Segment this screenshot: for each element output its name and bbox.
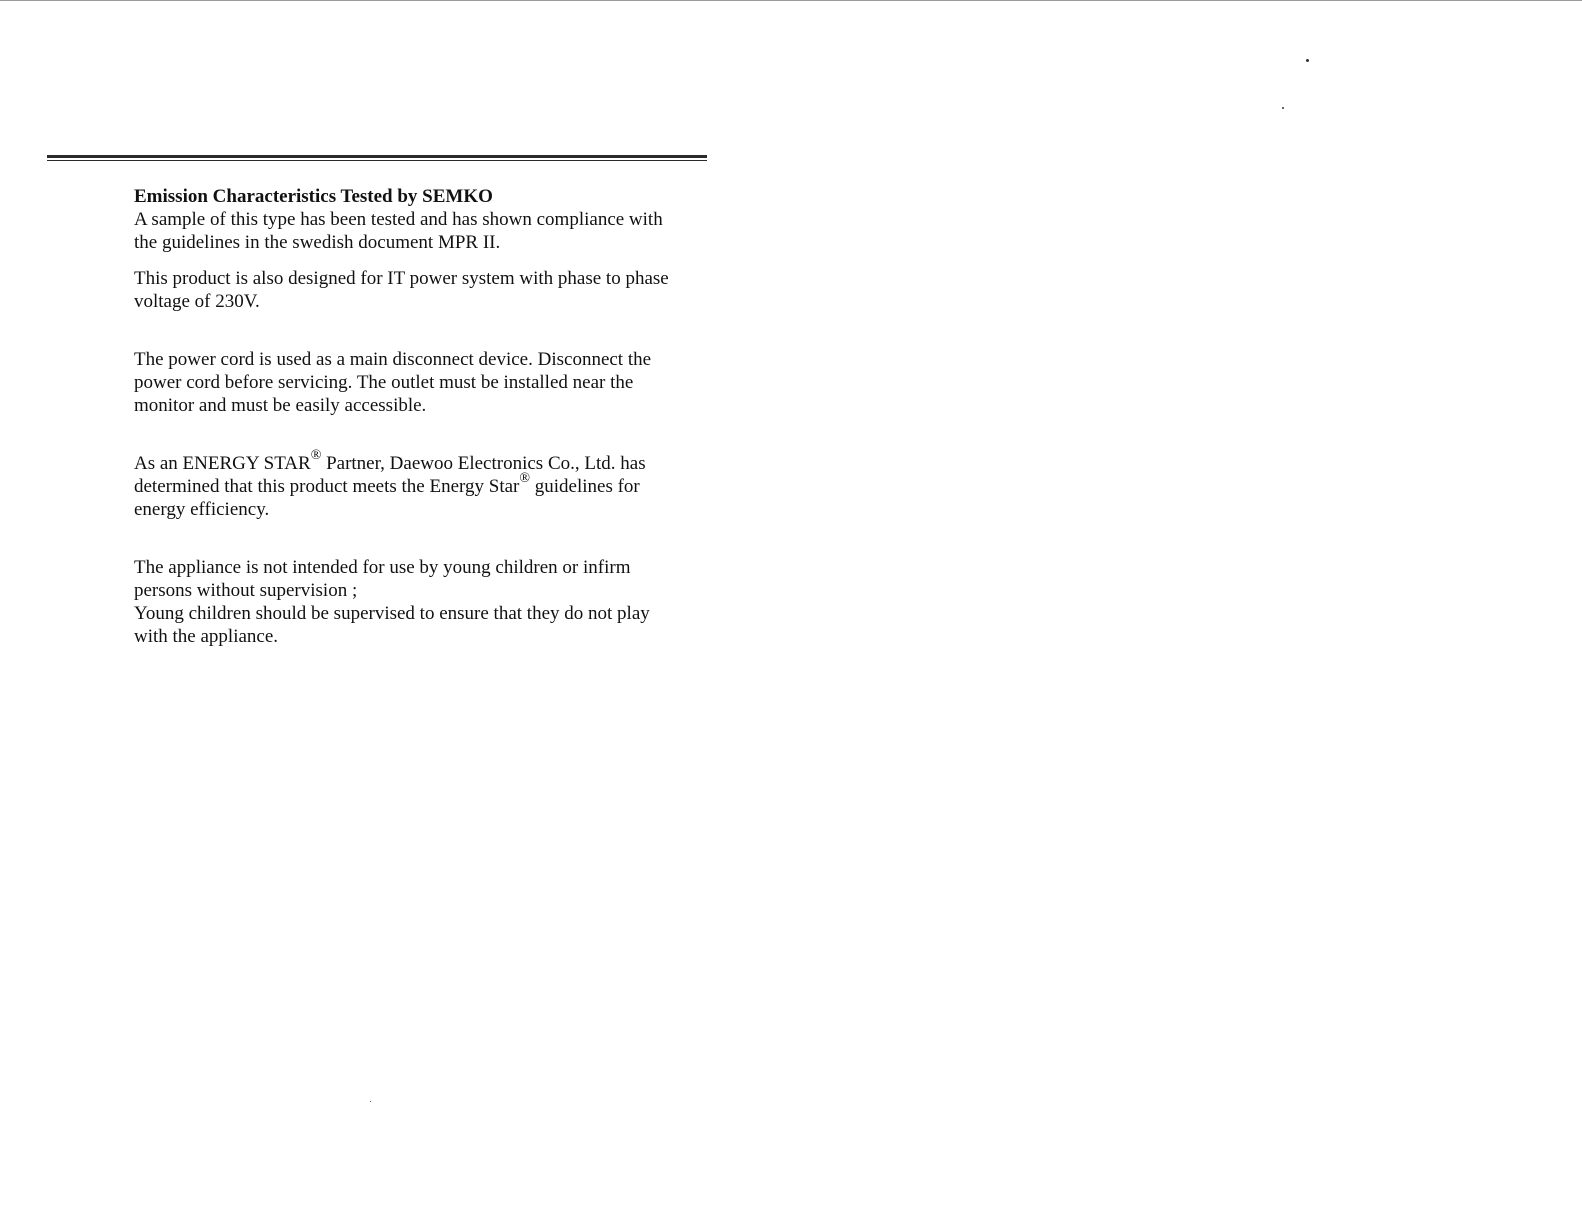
- scan-speck: [1306, 59, 1309, 62]
- section-divider-rule: [47, 155, 707, 161]
- document-body: [134, 185, 714, 648]
- registered-mark: ®: [310, 447, 322, 463]
- paragraph-line: Young children should be supervised to ensure that they do not play: [134, 603, 650, 624]
- section-heading: Emission Characteristics Tested by SEMKO: [134, 186, 493, 207]
- paragraph-line: with the appliance.: [134, 626, 279, 647]
- text-fragment: determined that this product meets the Energy Star: [134, 476, 520, 497]
- power-cord-section: [134, 348, 714, 417]
- text-fragment: As an ENERGY STAR: [134, 453, 311, 474]
- paragraph-line: power cord before servicing. The outlet must be installed near the: [134, 372, 634, 393]
- paragraph-line: voltage of 230V.: [134, 291, 260, 312]
- text-fragment: guidelines for: [530, 476, 640, 497]
- paragraph-line: The appliance is not intended for use by young children or infirm: [134, 557, 631, 578]
- paragraph-line: This product is also designed for IT power system with phase to phase: [134, 268, 669, 289]
- paragraph-line: A sample of this type has been tested and has shown compliance with: [134, 209, 663, 230]
- scan-speck: [1282, 107, 1284, 109]
- paragraph-line: The power cord is used as a main disconnect device. Disconnect the: [134, 349, 652, 370]
- paragraph-line: persons without supervision ;: [134, 580, 358, 601]
- paragraph-line: the guidelines in the swedish document MPR II.: [134, 232, 501, 253]
- paragraph-line: [134, 470, 714, 498]
- appliance-warning-section: [134, 556, 714, 648]
- semko-section: [134, 185, 714, 254]
- page-top-edge: [0, 0, 1582, 1]
- it-power-section: [134, 267, 714, 313]
- energy-star-section: [134, 447, 714, 521]
- paragraph-line: energy efficiency.: [134, 499, 270, 520]
- text-fragment: Partner, Daewoo Electronics Co., Ltd. has: [321, 453, 646, 474]
- paragraph-line: [134, 447, 714, 475]
- paragraph-line: monitor and must be easily accessible.: [134, 395, 427, 416]
- scan-speck: [370, 1101, 371, 1102]
- registered-mark: ®: [519, 470, 530, 486]
